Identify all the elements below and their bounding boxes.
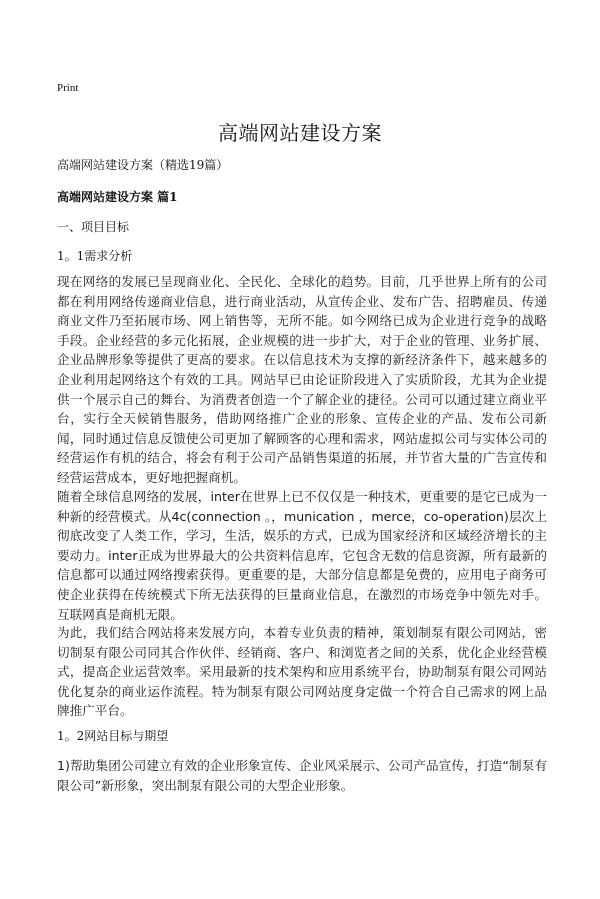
paragraph-website-plan: 为此，我们结合网站将来发展方向，本着专业负责的精神，策划制泵有限公司网站，密切制泵有限公司同其合作伙伴、经销商、客户、和浏览者之间的关系，优化企业经营模式，提高企业运营效率。采用最新的技术架构和应用系统平台，协助制泵有限公司网站优化复杂的商业运作流程。特为制泵有限公司网站度身定做一个符合自己需求的网上品牌推广平台。 <box>57 625 547 719</box>
requirements-analysis-heading: 1。1需求分析 <box>57 249 133 263</box>
section-heading: 高端网站建设方案 篇1 <box>57 190 178 204</box>
paragraph-network-development: 现在网络的发展已呈现商业化、全民化、全球化的趋势。目前，几乎世界上所有的公司都在利用网络传递商业信息，进行商业活动，从宣传企业、发布广告、招聘雇员、传递商业文件乃至拓展市场、网上销售等，无所不能。如今网络已成为企业进行竞争的战略手段。企业经营的多元化拓展，企业规模的进一步扩大，对于企业的管理、业务扩展、企业品牌形象等提供了更高的要求。在以信息技术为支撑的新经济条件下，越来越多的企业利用起网络这个有效的工具。网站早已由论证阶段进入了实质阶段，尤其为企业提供一个展示自己的舞台、为消费者创造一个了解企业的捷径。公司可以通过建立商业平台，实行全天候销售服务，借助网络推广企业的形象、宣传企业的产品、发布公司新闻，同时通过信息反馈使公司更加了解顾客的心理和需求，网站虚拟公司与实体公司的经营运作有机的结合，将会有利于公司产品销售渠道的拓展，并节省大量的广告宣传和经营运营成本，更好地把握商机。 <box>57 274 547 485</box>
website-goals-heading: 1。2网站目标与期望 <box>57 729 169 743</box>
project-goal-heading: 一、项目目标 <box>57 220 130 234</box>
paragraph-global-network: 随着全球信息网络的发展，inter在世界上已不仅仅是一种技术，更重要的是它已成为一种新的经营模式。从4c(connection 。，munication ，merce，co-operation)层次上彻底改变了人类工作，学习，生活，娱乐的方式，已成为国家经济和区域经济增长的主要动力。inter正成为世界最大的公共资料信息库，它包含无数的信息资源，所有最新的信息都可以通过网络搜索获得。更重要的是，大部分信息都是免费的，应用电子商务可使企业获得在传统模式下所无法获得的巨量商业信息，在激烈的市场竞争中领先对手。互联网真是商机无限。 <box>57 489 547 622</box>
paragraph-goal-item-1: 1)帮助集团公司建立有效的企业形象宣传、企业风采展示、公司产品宣传，打造“制泵有限公司”新形象，突出制泵有限公司的大型企业形象。 <box>57 758 547 793</box>
print-label: Print <box>57 82 79 94</box>
document-title: 高端网站建设方案 <box>218 121 382 145</box>
document-subtitle: 高端网站建设方案（精选19篇） <box>57 158 229 172</box>
